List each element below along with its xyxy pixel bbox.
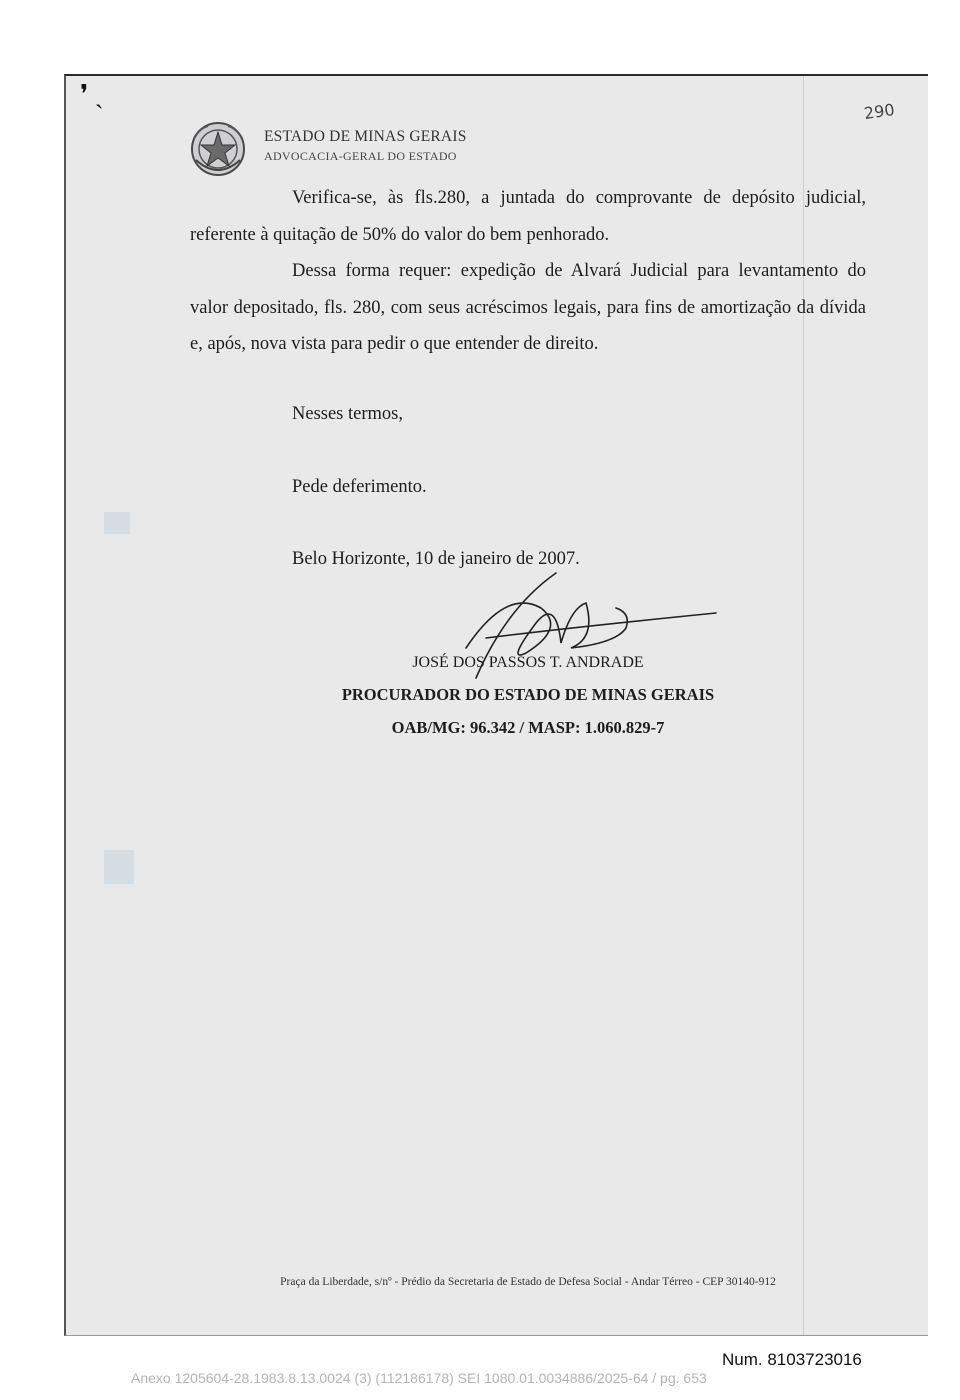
folio-number: 290: [862, 99, 896, 124]
scanned-page: [64, 74, 928, 1336]
paragraph-2-text: Dessa forma requer: expedição de Alvará Judicial para levantamento do valor depositado, fls. 280, com seus acréscimos legais, para fins de amortização da dívida e, após, nova vista para pedir o que entender de direito.: [190, 261, 866, 354]
scan-speck: [104, 512, 130, 534]
punch-mark: ❜ ˎ: [80, 80, 104, 109]
annex-reference: Anexo 1205604-28.1983.8.13.0024 (3) (112186178) SEI 1080.01.0034886/2025-64 / pg. 653: [131, 1370, 707, 1386]
paragraph-1-text: Verifica-se, às fls.280, a juntada do comprovante de depósito judicial, referente à quitação de 50% do valor do bem penhorado.: [190, 188, 866, 245]
place-date: Belo Horizonte, 10 de janeiro de 2007.: [292, 549, 580, 569]
scan-speck: [104, 850, 134, 884]
closing-request: Pede deferimento.: [292, 477, 427, 497]
paragraph-2: [190, 253, 866, 363]
handwritten-signature: [446, 568, 726, 698]
footer-address: Praça da Liberdade, s/nº - Prédio da Secretaria de Estado de Defesa Social - Andar Térreo - CEP 30140-912: [280, 1276, 776, 1288]
document-number: Num. 8103723016: [722, 1350, 862, 1369]
header-subtitle: ADVOCACIA-GERAL DO ESTADO: [264, 149, 457, 163]
signatory-role: PROCURADOR DO ESTADO DE MINAS GERAIS: [341, 685, 715, 704]
paragraph-1: [190, 180, 866, 253]
state-crest-icon: [190, 120, 246, 178]
signatory-registration: OAB/MG: 96.342 / MASP: 1.060.829-7: [391, 718, 665, 737]
closing-terms: Nesses termos,: [292, 404, 403, 424]
signatory-name: JOSÉ DOS PASSOS T. ANDRADE: [412, 654, 644, 671]
header-title: ESTADO DE MINAS GERAIS: [264, 128, 467, 145]
